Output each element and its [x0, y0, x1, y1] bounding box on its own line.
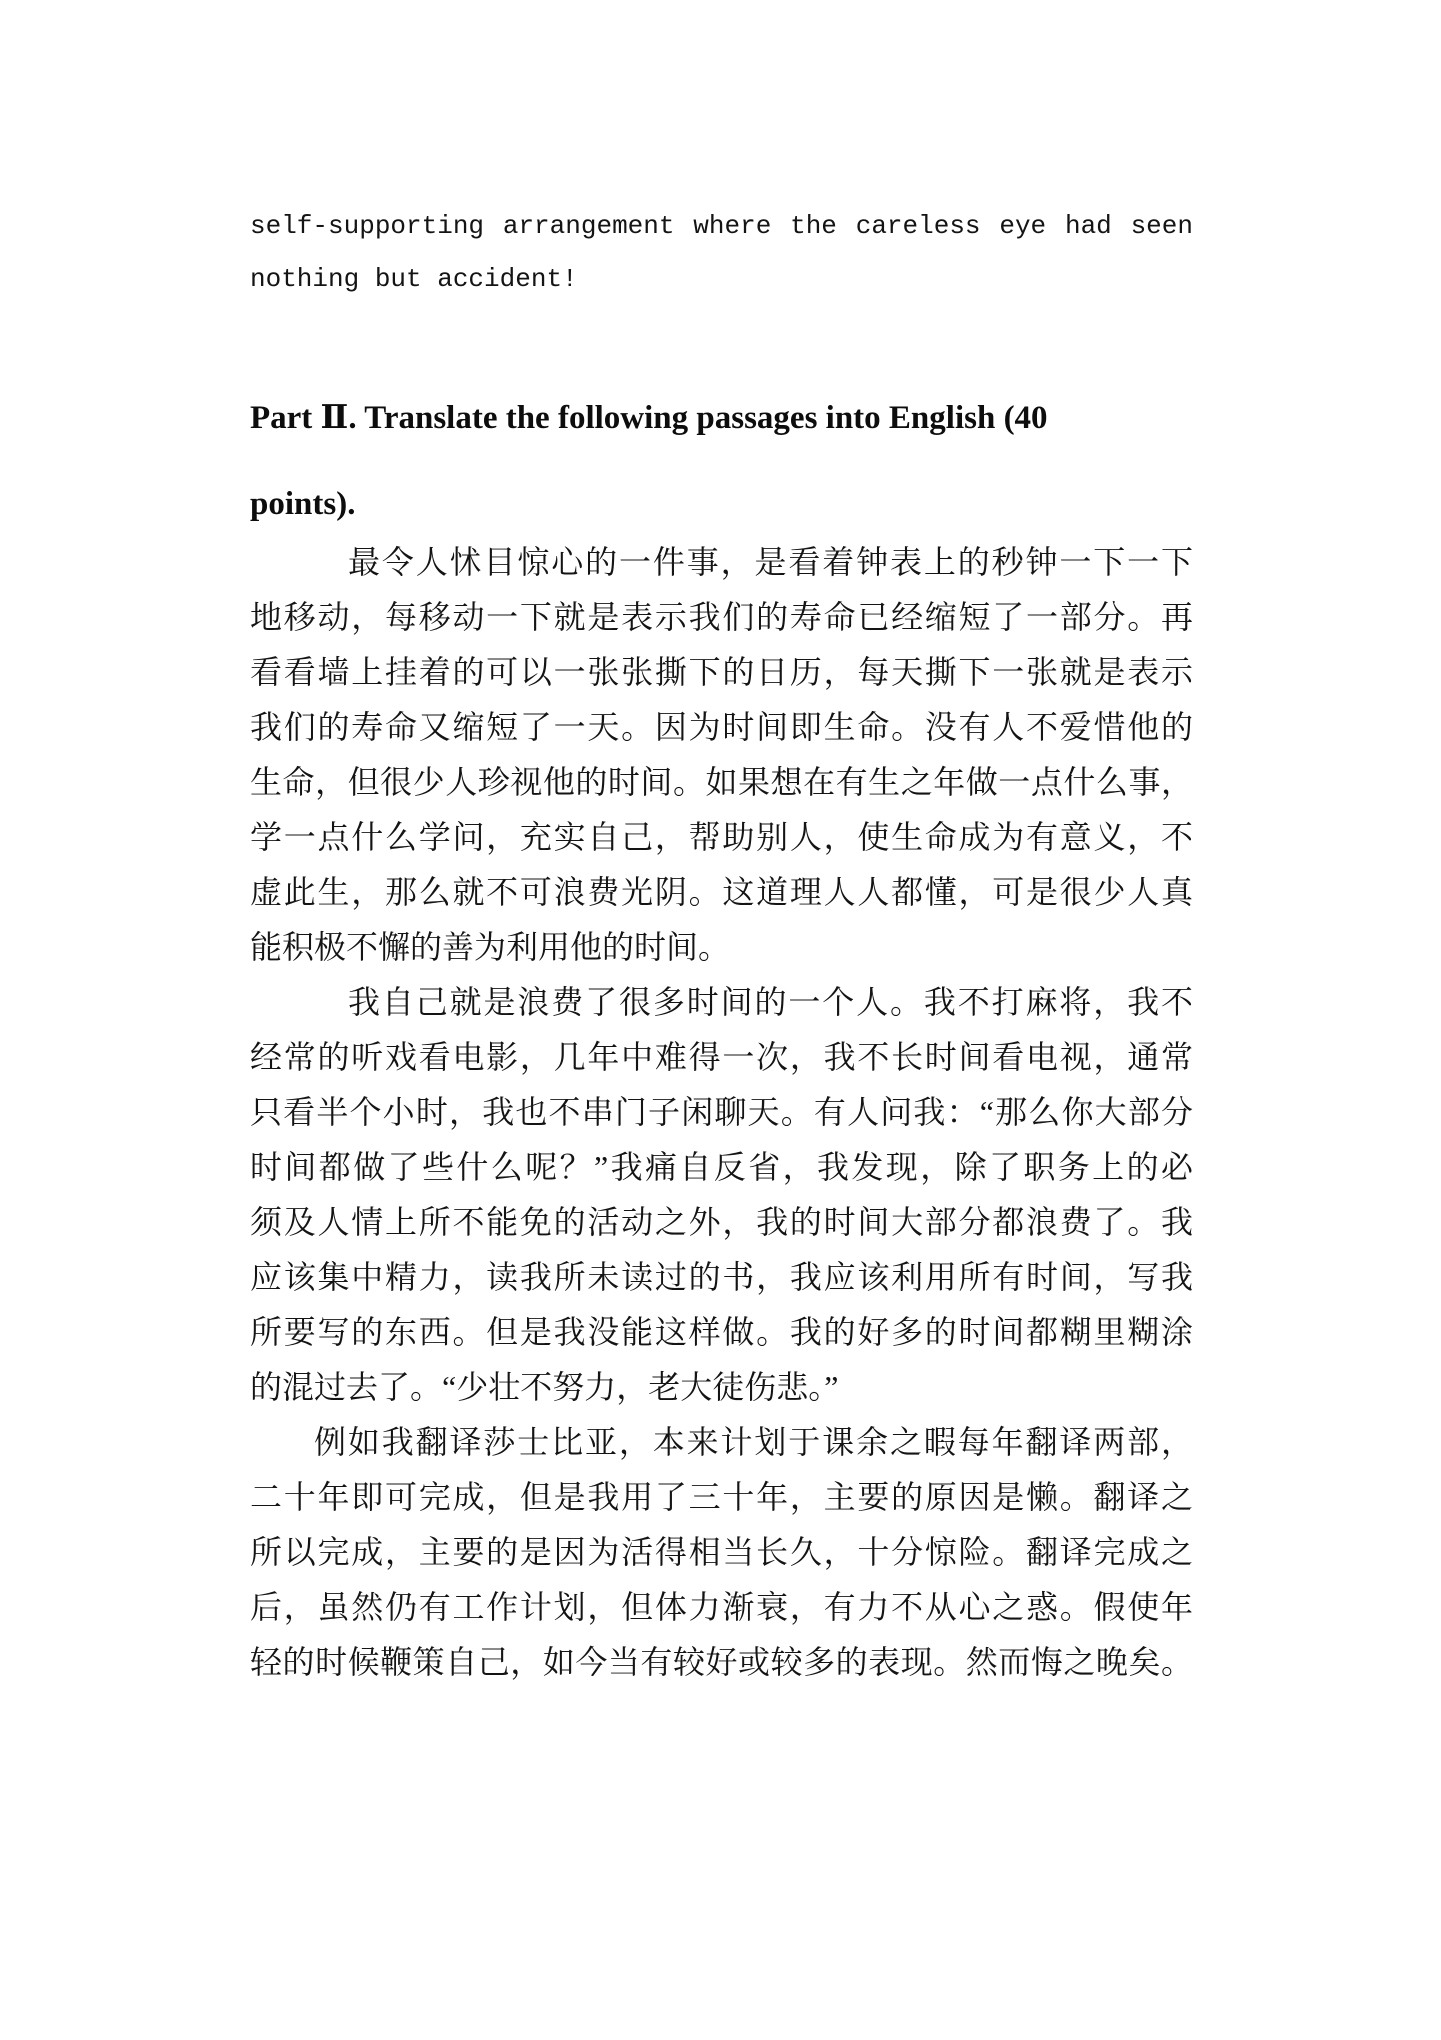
- passage-paragraph: [250, 975, 1193, 1415]
- passage-paragraph: [250, 535, 1193, 975]
- passage-line: 最令人怵目惊心的一件事，是看着钟表上的秒钟一下一下: [348, 544, 1193, 580]
- passage: [250, 535, 1193, 1690]
- intro-paragraph: [250, 200, 1193, 306]
- passage-line: 例如我翻译莎士比亚，本来计划于课余之暇每年翻译两部，: [314, 1424, 1193, 1460]
- passage-line: 虚此生，那么就不可浪费光阴。这道理人人都懂，可是很少人真: [250, 874, 1193, 910]
- heading-line: Part Ⅱ. Translate the following passages into English (40: [250, 400, 1048, 436]
- passage-line: 轻的时候鞭策自己，如今当有较好或较多的表现。然而悔之晚矣。: [250, 1644, 1193, 1680]
- passage-line: 经常的听戏看电影，几年中难得一次，我不长时间看电视，通常: [250, 1039, 1193, 1075]
- intro-line: self-supporting arrangement where the careless eye had seen: [250, 211, 1193, 241]
- passage-line: 所以完成，主要的是因为活得相当长久，十分惊险。翻译完成之: [250, 1534, 1193, 1570]
- passage-line: 能积极不懈的善为利用他的时间。: [250, 929, 731, 965]
- intro-line: nothing but accident!: [250, 264, 578, 294]
- passage-line: 只看半个小时，我也不串门子闲聊天。有人问我：“那么你大部分: [250, 1094, 1193, 1130]
- passage-line: 看看墙上挂着的可以一张张撕下的日历，每天撕下一张就是表示: [250, 654, 1193, 690]
- section-heading: [250, 375, 1210, 547]
- passage-line: 地移动，每移动一下就是表示我们的寿命已经缩短了一部分。再: [250, 599, 1193, 635]
- passage-line: 所要写的东西。但是我没能这样做。我的好多的时间都糊里糊涂: [250, 1314, 1193, 1350]
- passage-line: 须及人情上所不能免的活动之外，我的时间大部分都浪费了。我: [250, 1204, 1193, 1240]
- passage-line: 时间都做了些什么呢？”我痛自反省，我发现，除了职务上的必: [250, 1149, 1193, 1185]
- passage-line: 我自己就是浪费了很多时间的一个人。我不打麻将，我不: [348, 984, 1193, 1020]
- heading-line: points).: [250, 486, 356, 522]
- passage-line: 后，虽然仍有工作计划，但体力渐衰，有力不从心之惑。假使年: [250, 1589, 1193, 1625]
- passage-line: 生命，但很少人珍视他的时间。如果想在有生之年做一点什么事，: [250, 764, 1193, 800]
- passage-line: 我们的寿命又缩短了一天。因为时间即生命。没有人不爱惜他的: [250, 709, 1193, 745]
- passage-line: 学一点什么学问，充实自己，帮助别人，使生命成为有意义，不: [250, 819, 1193, 855]
- passage-line: 的混过去了。“少壮不努力，老大徒伤悲。”: [250, 1369, 839, 1405]
- passage-line: 二十年即可完成，但是我用了三十年，主要的原因是懒。翻译之: [250, 1479, 1193, 1515]
- passage-paragraph: [250, 1415, 1193, 1690]
- passage-line: 应该集中精力，读我所未读过的书，我应该利用所有时间，写我: [250, 1259, 1193, 1295]
